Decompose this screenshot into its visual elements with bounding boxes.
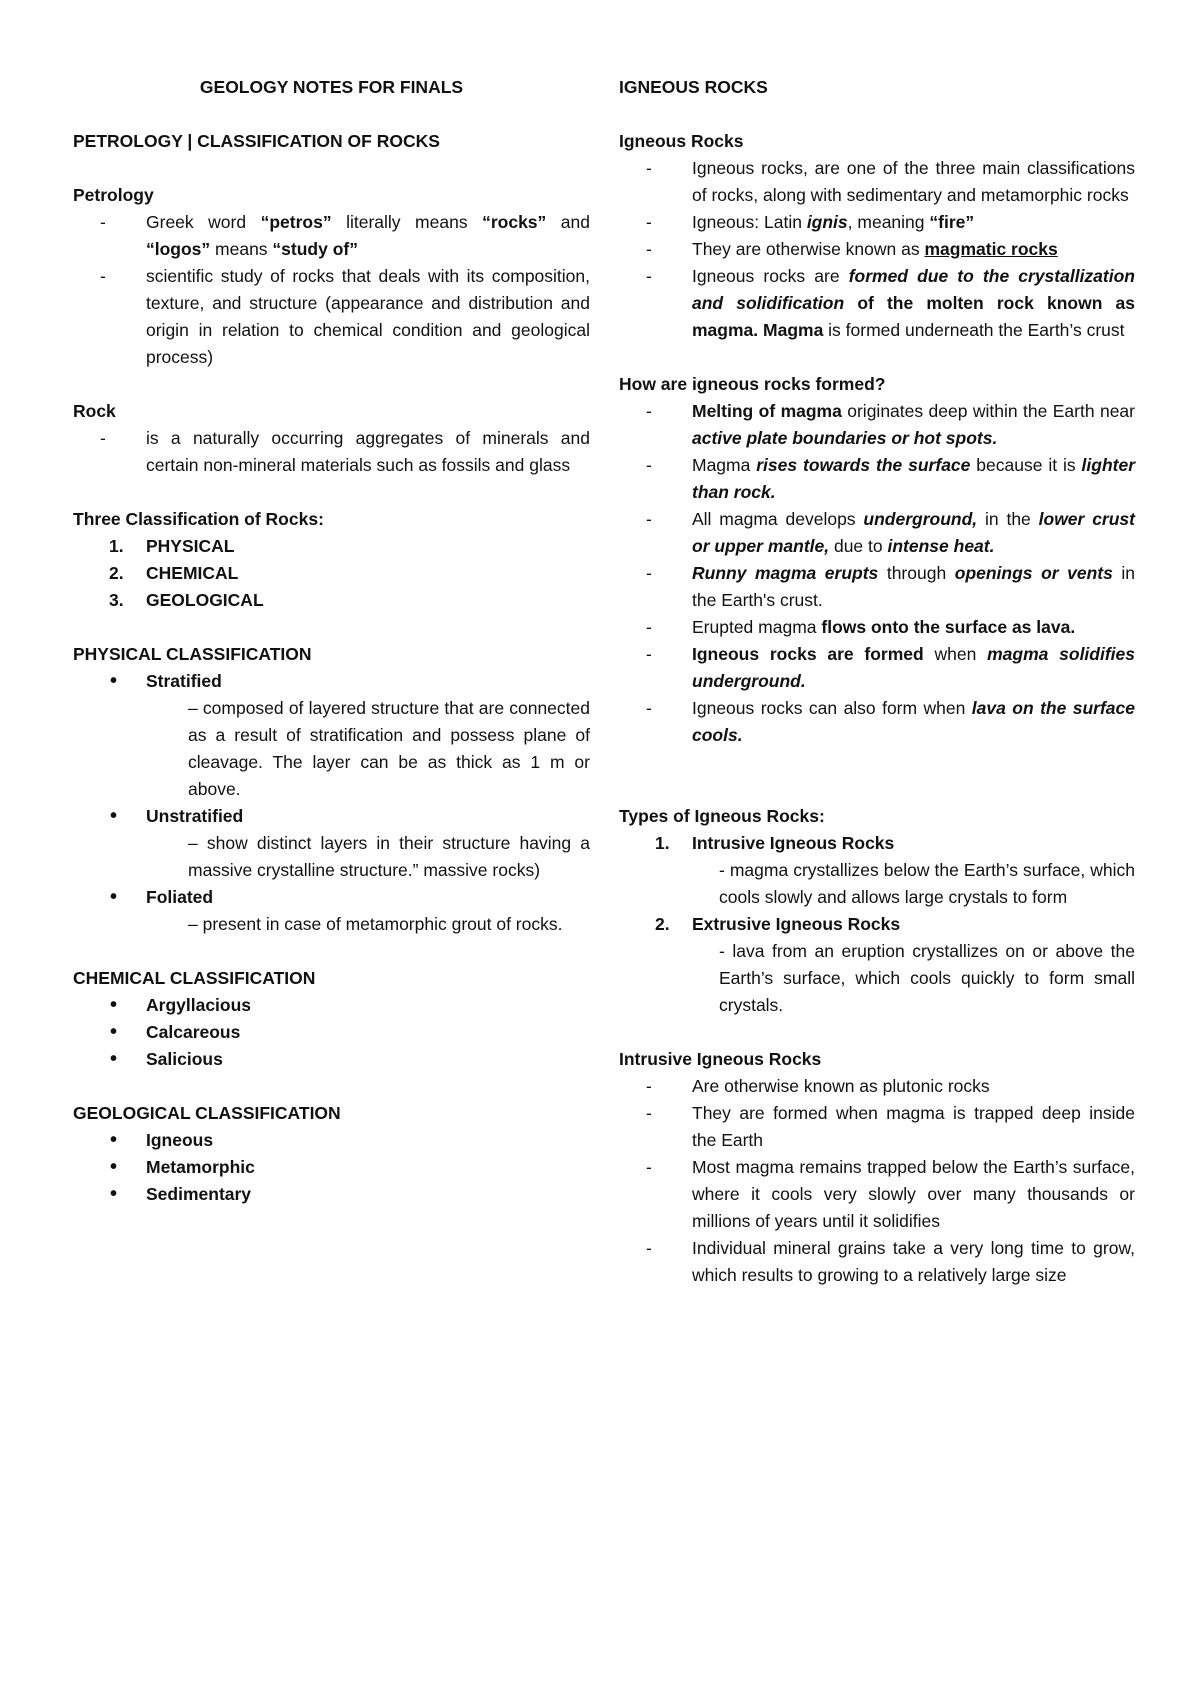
bullet-item: • Sedimentary — [73, 1181, 590, 1208]
rock-definition: - is a naturally occurring aggregates of minerals and certain non-mineral materials such as fossils and glass — [73, 425, 590, 479]
left-column — [73, 74, 590, 1208]
igneous-alias: - They are otherwise known as magmatic rocks — [619, 236, 1135, 263]
bullet-item: • Stratified — [73, 668, 590, 695]
petrology-definition-etymology: - Greek word “petros” literally means “rocks” and “logos” means “study of” — [73, 209, 590, 263]
right-column — [619, 74, 1135, 1289]
bullet-item: • Salicious — [73, 1046, 590, 1073]
bullet-item: • Unstratified — [73, 803, 590, 830]
bullet-item: • Metamorphic — [73, 1154, 590, 1181]
petrology-definition-scope: - scientific study of rocks that deals with its composition, texture, and structure (appearance and distribution and origin in relation to chemical condition and geological process) — [73, 263, 590, 371]
igneous-formation-note: - Igneous rocks are formed due to the crystallization and solidification of the molten rock known as magma. Magma is formed underneath the Earth’s crust — [619, 263, 1135, 344]
physical-classification-heading: PHYSICAL CLASSIFICATION — [73, 644, 312, 664]
list-item: - Runny magma erupts through openings or vents in the Earth's crust. — [619, 560, 1135, 614]
list-item: - Most magma remains trapped below the Earth’s surface, where it cools very slowly over many thousands or millions of years until it solidifies — [619, 1154, 1135, 1235]
how-formed-heading: How are igneous rocks formed? — [619, 374, 886, 394]
list-item: - Melting of magma originates deep within the Earth near active plate boundaries or hot spots. — [619, 398, 1135, 452]
list-item: - Individual mineral grains take a very long time to grow, which results to growing to a relatively large size — [619, 1235, 1135, 1289]
bullet-description: – show distinct layers in their structure having a massive crystalline structure.” massive rocks) — [188, 833, 590, 880]
numbered-item: 1. PHYSICAL — [109, 536, 235, 556]
types-heading: Types of Igneous Rocks: — [619, 806, 825, 826]
geological-classification-heading: GEOLOGICAL CLASSIFICATION — [73, 1103, 341, 1123]
list-item: - Igneous rocks can also form when lava on the surface cools. — [619, 695, 1135, 749]
bullet-item: • Argyllacious — [73, 992, 590, 1019]
numbered-item: 2. CHEMICAL — [109, 563, 239, 583]
numbered-item: 3. GEOLOGICAL — [109, 590, 264, 610]
bullet-item: • Foliated — [73, 884, 590, 911]
bullet-description: – composed of layered structure that are connected as a result of stratification and possess plane of cleavage. The layer can be as thick as 1 m or above. — [188, 698, 590, 799]
numbered-item: 1. Intrusive Igneous Rocks — [655, 833, 895, 853]
three-classification-heading: Three Classification of Rocks: — [73, 509, 324, 529]
rock-heading: Rock — [73, 401, 116, 421]
list-item: - Are otherwise known as plutonic rocks — [619, 1073, 1135, 1100]
numbered-item-description: - magma crystallizes below the Earth’s surface, which cools slowly and allows large crystals to form — [719, 860, 1135, 907]
document-title: GEOLOGY NOTES FOR FINALS — [199, 77, 464, 97]
igneous-definition: - Igneous rocks, are one of the three main classifications of rocks, along with sedimentary and metamorphic rocks — [619, 155, 1135, 209]
bullet-description: – present in case of metamorphic grout of rocks. — [188, 914, 563, 934]
chemical-classification-heading: CHEMICAL CLASSIFICATION — [73, 968, 316, 988]
intrusive-heading: Intrusive Igneous Rocks — [619, 1049, 822, 1069]
numbered-item-description: - lava from an eruption crystallizes on or above the Earth’s surface, which cools quickly to form small crystals. — [719, 941, 1135, 1015]
igneous-title: IGNEOUS ROCKS — [619, 77, 768, 97]
numbered-item: 2. Extrusive Igneous Rocks — [655, 914, 901, 934]
bullet-item: • Calcareous — [73, 1019, 590, 1046]
list-item: - Magma rises towards the surface because it is lighter than rock. — [619, 452, 1135, 506]
section-heading: PETROLOGY | CLASSIFICATION OF ROCKS — [73, 131, 440, 151]
list-item: - All magma develops underground, in the lower crust or upper mantle, due to intense heat. — [619, 506, 1135, 560]
list-item: - They are formed when magma is trapped deep inside the Earth — [619, 1100, 1135, 1154]
bullet-item: • Igneous — [73, 1127, 590, 1154]
igneous-etymology: - Igneous: Latin ignis, meaning “fire” — [619, 209, 1135, 236]
petrology-heading: Petrology — [73, 185, 154, 205]
list-item: - Erupted magma flows onto the surface as lava. — [619, 614, 1135, 641]
list-item: - Igneous rocks are formed when magma solidifies underground. — [619, 641, 1135, 695]
igneous-rocks-heading: Igneous Rocks — [619, 131, 744, 151]
